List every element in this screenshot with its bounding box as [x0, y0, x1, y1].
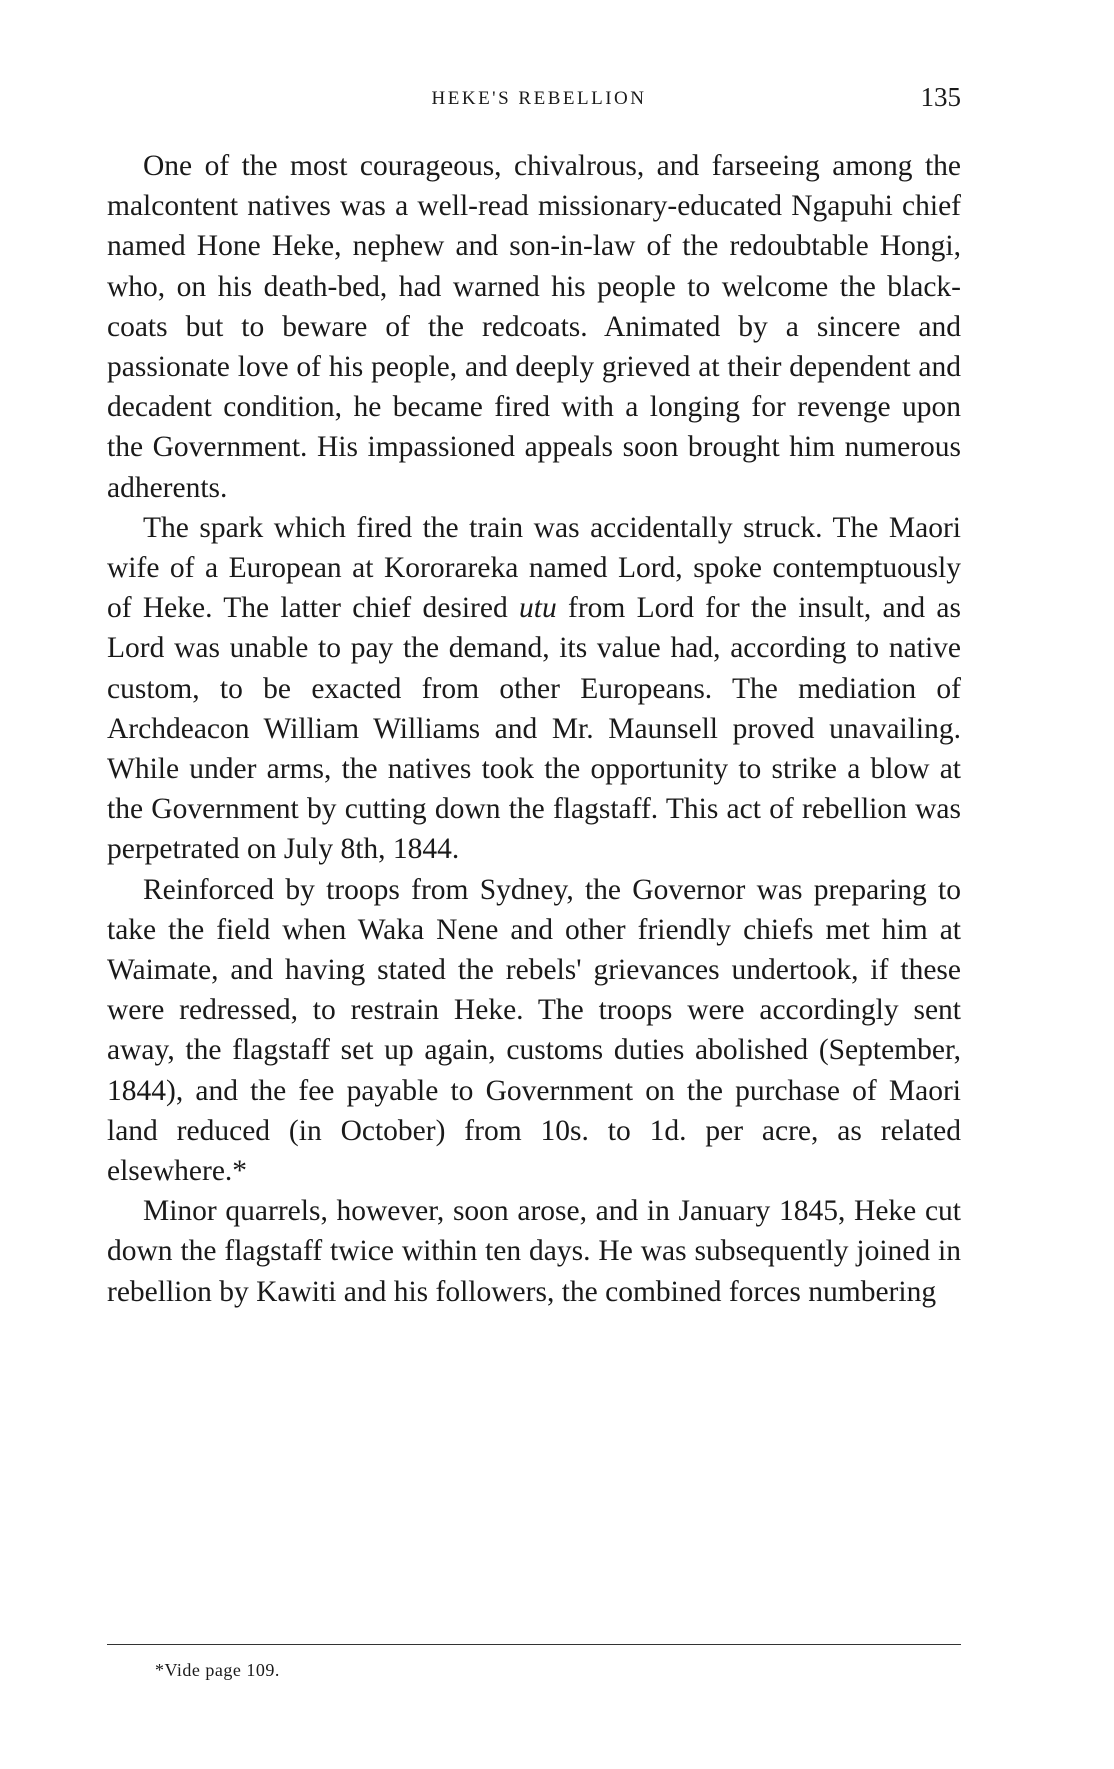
paragraph-4: Minor quarrels, however, soon arose, and in January 1845, Heke cut down the flagstaff twice within ten days. He was subsequently joined in rebellion by Kawiti and his followers, the combined forces numbering: [107, 1195, 961, 1308]
page-number: 135: [920, 82, 961, 112]
body-text: [107, 146, 961, 1312]
page-header: [107, 78, 961, 118]
footnote: *Vide page 109.: [155, 1660, 280, 1680]
italic-word: utu: [519, 592, 557, 625]
paragraph-2: The spark which fired the train was accidentally struck. The Maori wife of a European at Kororareka named Lord, spoke contemptuously of Heke. The latter chief desired utu from Lord for the insult, and as Lord was unable to pay the demand, its value had, according to native custom, to be exacted from other Europeans. The mediation of Archdeacon William Williams and Mr. Maunsell proved unavailing. While under arms, the natives took the opportunity to strike a blow at the Government by cutting down the flagstaff. This act of rebellion was perpetrated on July 8th, 1844.: [107, 511, 961, 866]
footnote-rule: [107, 1644, 961, 1645]
paragraph-3: Reinforced by troops from Sydney, the Governor was preparing to take the field when Waka Nene and other friendly chiefs met him at Waimate, and having stated the rebels' grievances undertook, if these were redressed, to restrain Heke. The troops were accordingly sent away, the flagstaff set up again, customs duties abolished (September, 1844), and the fee payable to Government on the purchase of Maori land reduced (in October) from 10s. to 1d. per acre, as related elsewhere.*: [107, 873, 961, 1188]
paragraph-1: One of the most courageous, chivalrous, and farseeing among the malcontent natives was a well-read missionary-educated Ngapuhi chief named Hone Heke, nephew and son-in-law of the redoubtable Hongi, who, on his death-bed, had warned his people to welcome the black-coats but to beware of the redcoats. Animated by a sincere and passionate love of his people, and deeply grieved at their dependent and decadent condition, he became fired with a longing for revenge upon the Government. His impassioned appeals soon brought him numerous adherents.: [107, 150, 961, 504]
running-head: HEKE'S REBELLION: [431, 88, 647, 109]
book-page: [107, 78, 961, 1312]
